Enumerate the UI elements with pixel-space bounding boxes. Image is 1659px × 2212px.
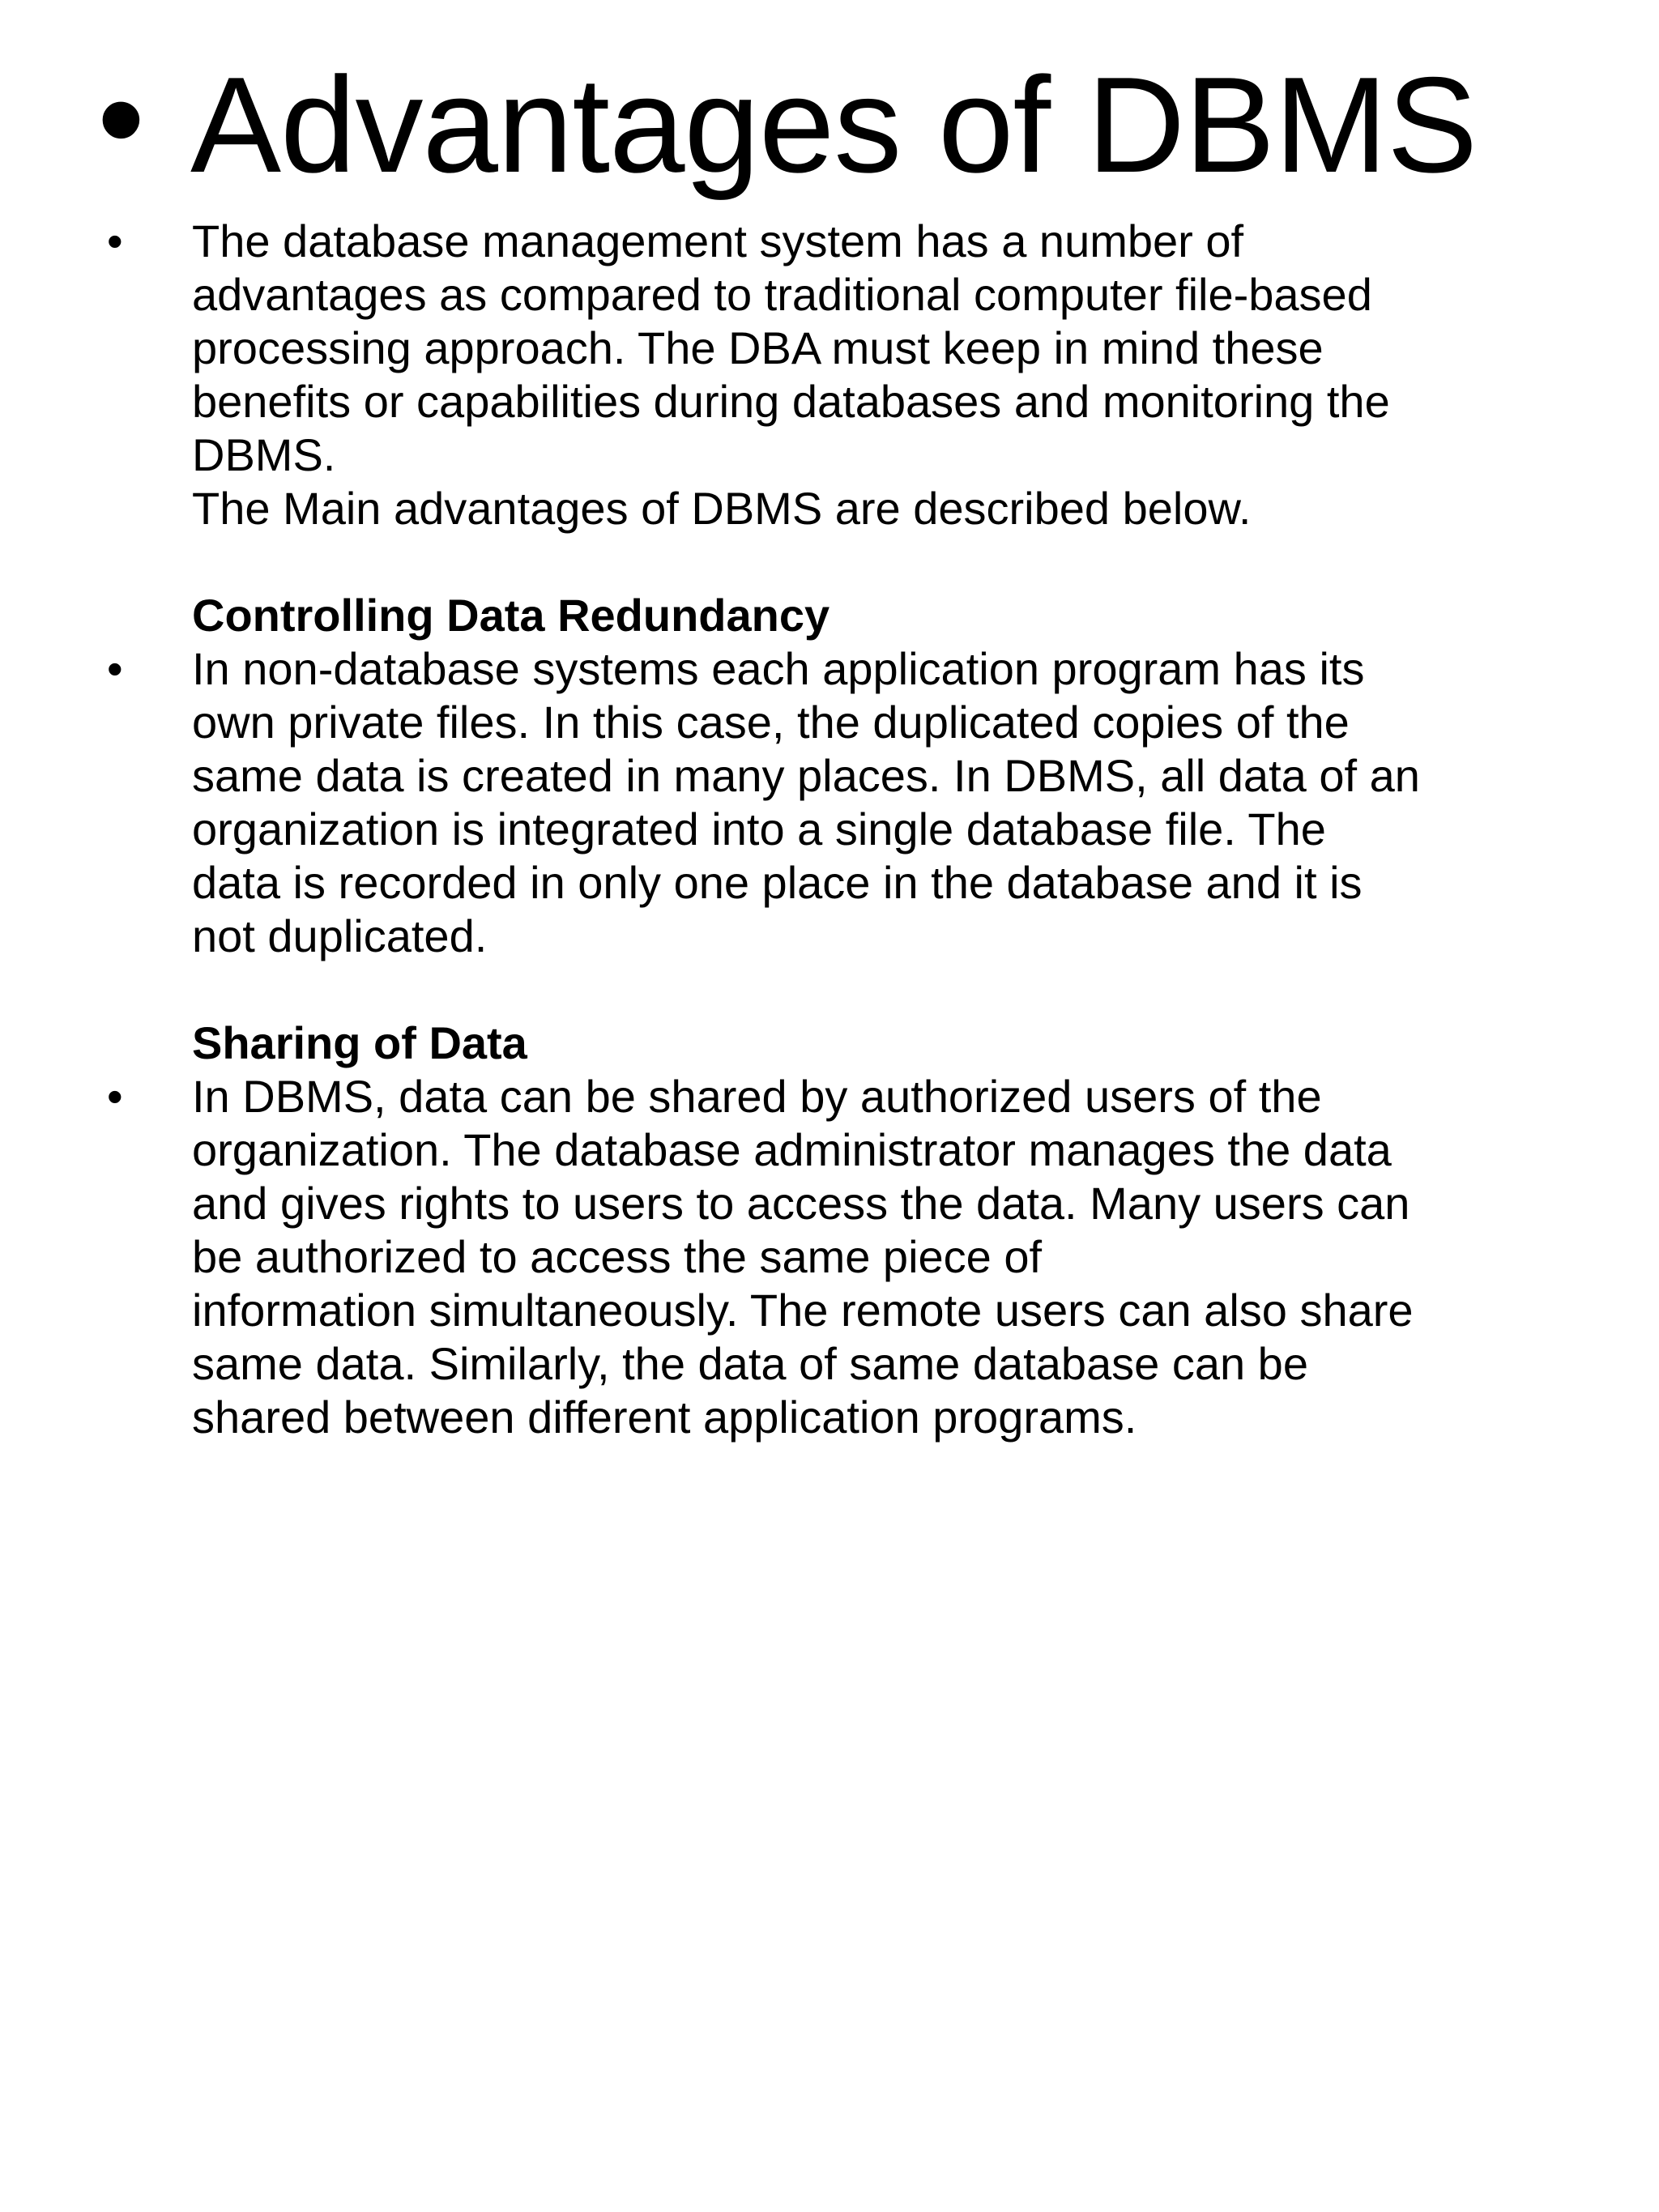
text-line: same data. Similarly, the data of same database can be: [192, 1338, 1308, 1389]
slide-title: [97, 42, 1478, 201]
text-line: information simultaneously. The remote users can also share: [192, 1285, 1414, 1336]
text-line: organization. The database administrator manages the data: [192, 1124, 1392, 1175]
section1-bullet-item: [107, 642, 1565, 963]
bullet-icon: •: [107, 215, 123, 266]
page-title: Advantages of DBMS: [190, 49, 1478, 201]
title-bullet-icon: •: [97, 42, 145, 194]
bullet-icon: •: [107, 1071, 123, 1122]
text-line: In non-database systems each application program has its: [192, 643, 1365, 694]
text-line: data is recorded in only one place in the database and it is: [192, 857, 1363, 908]
text-line: advantages as compared to traditional computer file-based: [192, 269, 1372, 320]
intro-paragraph: [192, 215, 1565, 535]
slide-content: [107, 215, 1565, 1444]
text-line: own private files. In this case, the duplicated copies of the: [192, 697, 1350, 748]
text-line: In DBMS, data can be shared by authorized users of the: [192, 1071, 1322, 1122]
text-line: benefits or capabilities during databases and monitoring the: [192, 376, 1390, 427]
text-line: be authorized to access the same piece of: [192, 1231, 1043, 1282]
bullet-icon: •: [107, 643, 123, 694]
section-heading-sharing-of-data: Sharing of Data: [192, 1017, 527, 1068]
text-line: and gives rights to users to access the data. Many users can: [192, 1178, 1410, 1229]
section2-paragraph: [192, 1070, 1565, 1444]
section1-paragraph: [192, 642, 1565, 963]
text-line: processing approach. The DBA must keep in mind these: [192, 322, 1324, 373]
text-line: same data is created in many places. In DBMS, all data of an: [192, 750, 1420, 801]
section2-bullet-item: [107, 1070, 1565, 1444]
spacer: [107, 535, 1565, 589]
text-line: organization is integrated into a single database file. The: [192, 803, 1326, 855]
text-line: The database management system has a number of: [192, 215, 1244, 266]
intro-bullet-item: [107, 215, 1565, 535]
text-line: not duplicated.: [192, 910, 488, 961]
text-line: shared between different application programs.: [192, 1392, 1137, 1443]
spacer: [107, 963, 1565, 1016]
text-line: The Main advantages of DBMS are described below.: [192, 483, 1252, 534]
section-heading-controlling-data-redundancy: Controlling Data Redundancy: [192, 590, 830, 641]
text-line: DBMS.: [192, 429, 336, 480]
